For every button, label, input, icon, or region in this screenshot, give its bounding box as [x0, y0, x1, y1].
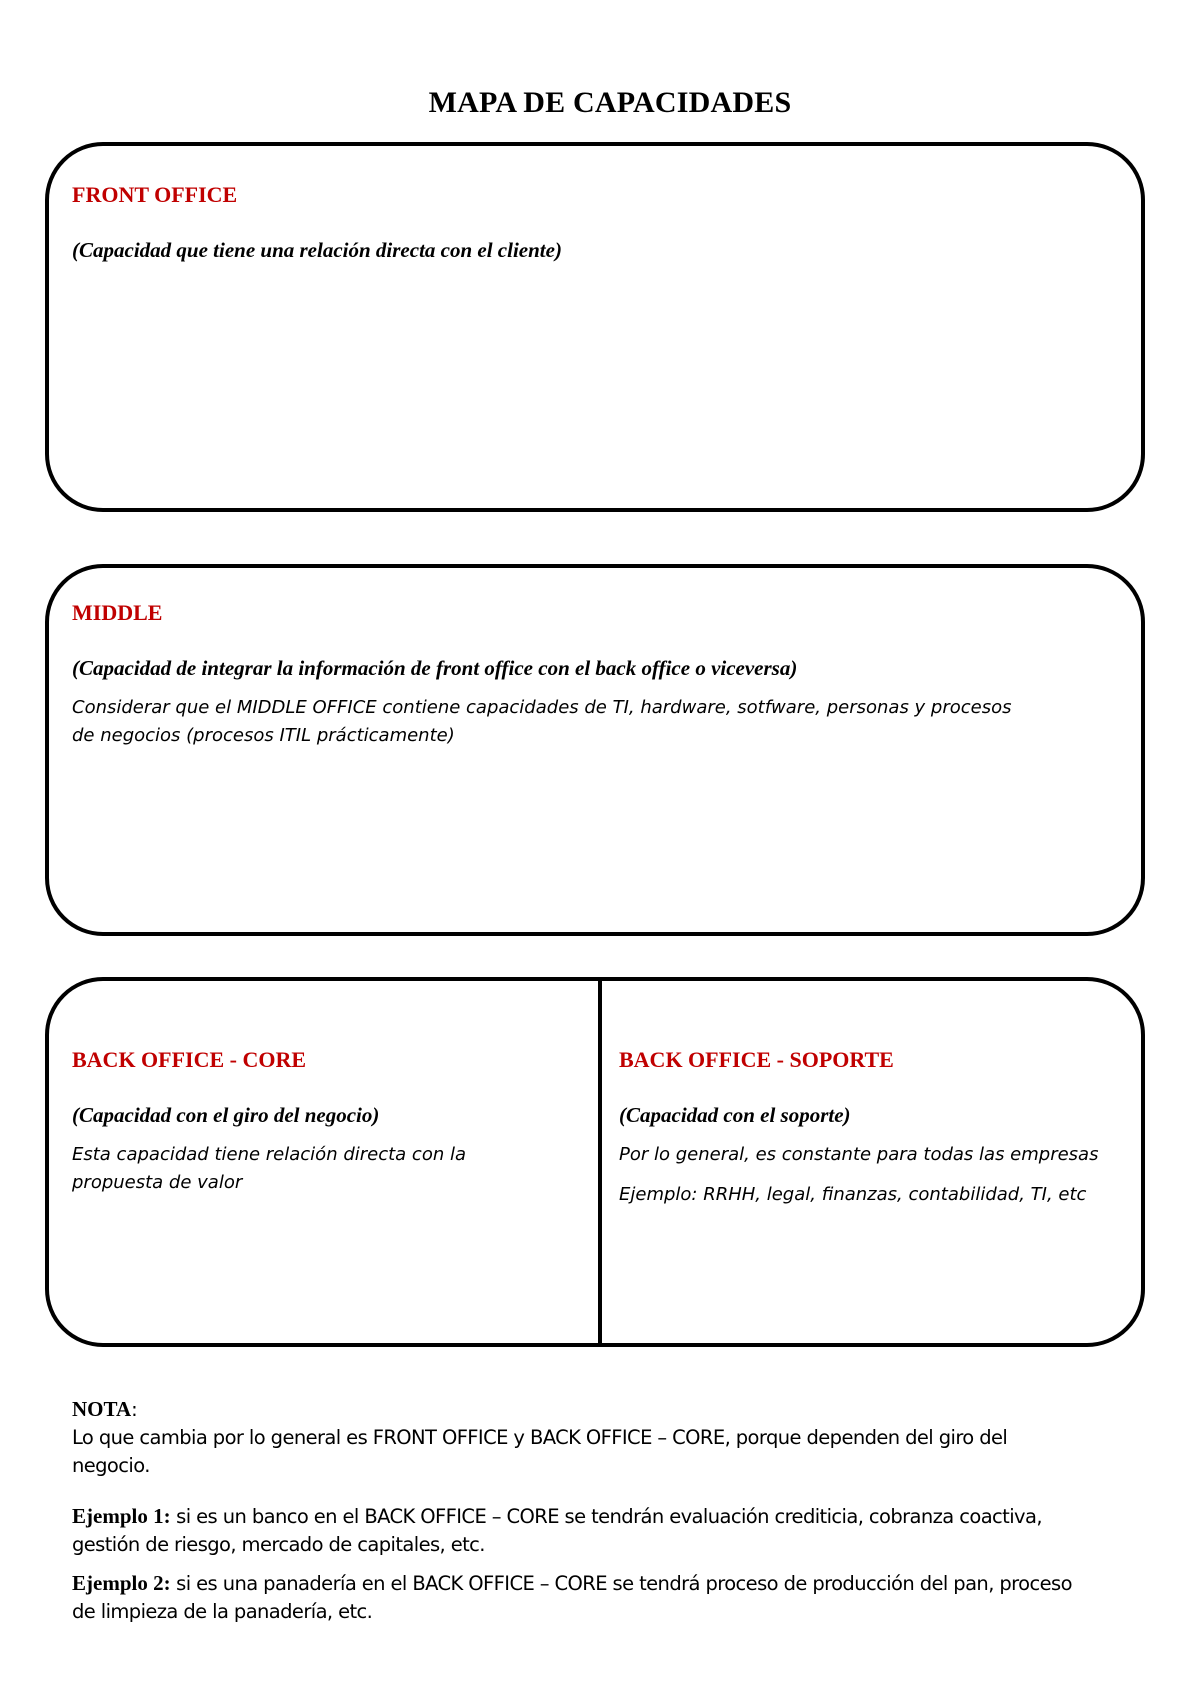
example-2-line-2: de limpieza de la panadería, etc. [72, 1600, 373, 1623]
back-core-description-line-2: propuesta de valor [72, 1172, 243, 1193]
example-1-line-1 [72, 1502, 1162, 1531]
back-office-divider [598, 977, 602, 1347]
example-2-text: si es una panadería en el BACK OFFICE – CORE se tendrá proceso de producción del pan, proceso [170, 1572, 1072, 1595]
middle-description-line-2: de negocios (procesos ITIL prácticamente) [72, 725, 455, 746]
back-office-box [45, 977, 1145, 1347]
back-support-description [619, 1141, 1141, 1209]
middle-subtitle: (Capacidad de integrar la información de front office con el back office o viceversa) [72, 656, 798, 680]
middle-office-box [45, 564, 1145, 936]
back-support-description-line-1: Por lo general, es constante para todas las empresas [619, 1144, 1099, 1165]
middle-title: MIDDLE [72, 600, 163, 625]
back-support-subtitle: (Capacidad con el soporte) [619, 1103, 851, 1127]
back-core-description-line-1: Esta capacidad tiene relación directa con la [72, 1144, 467, 1165]
front-office-title: FRONT OFFICE [72, 182, 238, 207]
note-text-line-1: Lo que cambia por lo general es FRONT OFFICE y BACK OFFICE – CORE, porque dependen del giro del [72, 1426, 1008, 1449]
example-1-text: si es un banco en el BACK OFFICE – CORE se tendrán evaluación crediticia, cobranza coactiva, [170, 1505, 1042, 1528]
front-office-subtitle: (Capacidad que tiene una relación directa con el cliente) [72, 238, 562, 262]
back-support-title: BACK OFFICE - SOPORTE [619, 1047, 894, 1072]
note-heading [72, 1395, 1162, 1424]
note-label: NOTA [72, 1397, 132, 1421]
back-core-description [72, 1141, 582, 1197]
note-text-line-2: negocio. [72, 1454, 150, 1477]
example-1-line-2: gestión de riesgo, mercado de capitales, etc. [72, 1533, 485, 1556]
page-title: MAPA DE CAPACIDADES [428, 86, 792, 119]
note-colon: : [131, 1398, 138, 1421]
example-1-label: Ejemplo 1: [72, 1504, 171, 1528]
note-section [72, 1395, 1162, 1626]
example-2-label: Ejemplo 2: [72, 1571, 171, 1595]
middle-description [72, 694, 1132, 750]
back-support-description-line-2: Ejemplo: RRHH, legal, finanzas, contabilidad, TI, etc [619, 1184, 1087, 1205]
back-core-subtitle: (Capacidad con el giro del negocio) [72, 1103, 380, 1127]
front-office-box [45, 142, 1145, 512]
middle-description-line-1: Considerar que el MIDDLE OFFICE contiene capacidades de TI, hardware, sotfware, personas y procesos [72, 697, 1012, 718]
example-2-line-1 [72, 1569, 1162, 1598]
back-core-title: BACK OFFICE - CORE [72, 1047, 307, 1072]
